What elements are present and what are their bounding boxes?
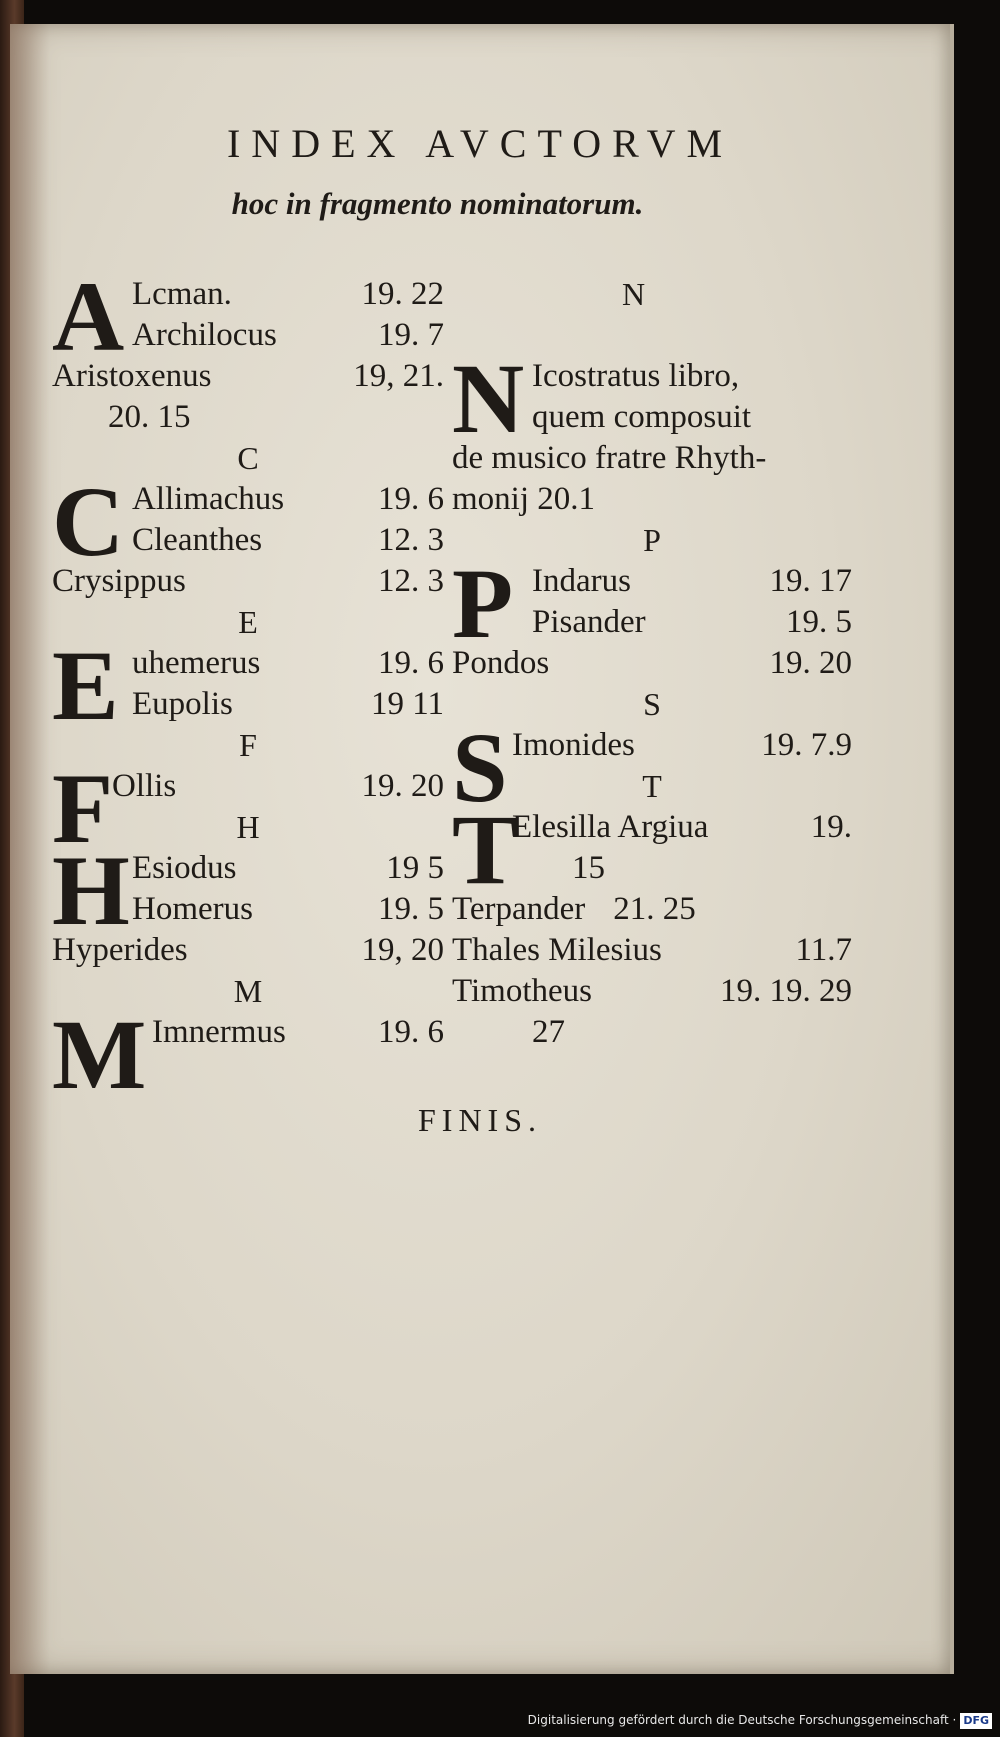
entry-pages: 19. 5 bbox=[786, 604, 852, 640]
letter-heading-t: T bbox=[642, 768, 662, 804]
entry-name: Elesilla Argiua bbox=[512, 809, 709, 845]
entry-name: Imonides bbox=[512, 727, 635, 763]
index-entry bbox=[452, 725, 852, 766]
page-subtitle: hoc in fragmento nominatorum. bbox=[231, 186, 644, 221]
book-page bbox=[10, 24, 954, 1674]
entry-name: Pondos bbox=[452, 645, 550, 681]
entry-name: Terpander bbox=[452, 891, 586, 927]
dropcap-c: C bbox=[52, 466, 125, 577]
entry-name: Lcman. bbox=[132, 276, 232, 312]
entry-pages: 19. 6 bbox=[378, 481, 444, 517]
dropcap-m: M bbox=[52, 999, 147, 1110]
entry-pages: 19. 5 bbox=[378, 891, 444, 927]
entry-pages: 19. 20 bbox=[769, 645, 852, 681]
letter-heading-n: N bbox=[622, 276, 646, 312]
index-section-e bbox=[52, 630, 444, 741]
letter-heading-h: H bbox=[236, 809, 260, 845]
entry-pages: 19. 7.9 bbox=[761, 727, 852, 763]
index-section-m bbox=[52, 999, 444, 1110]
letter-heading-s: S bbox=[643, 686, 661, 722]
index-entry bbox=[452, 930, 852, 971]
entry-continuation: de musico fratre Rhyth- bbox=[452, 440, 767, 476]
finis-label: FINIS. bbox=[417, 1102, 542, 1138]
dropcap-n: N bbox=[452, 343, 525, 454]
index-section-t bbox=[452, 794, 852, 905]
dropcap-e: E bbox=[52, 630, 119, 741]
index-section-n bbox=[452, 343, 852, 454]
entry-continuation: 27 bbox=[532, 1014, 565, 1050]
entry-pages: 19 11 bbox=[370, 686, 444, 722]
dropcap-h: H bbox=[52, 835, 130, 946]
letter-heading-f: F bbox=[239, 727, 257, 763]
entry-pages: 19, 20 bbox=[361, 932, 444, 968]
entry-pages: 19. 22 bbox=[361, 276, 444, 312]
entry-name: Esiodus bbox=[132, 850, 237, 886]
dropcap-t: T bbox=[452, 794, 519, 905]
dfg-logo: DFG bbox=[960, 1713, 992, 1729]
entry-name: uhemerus bbox=[132, 645, 261, 681]
index-column-right bbox=[452, 274, 852, 1053]
dropcap-f: F bbox=[52, 753, 114, 864]
page-title: INDEX AVCTORVM bbox=[226, 121, 734, 166]
entry-continuation: monij 20.1 bbox=[452, 481, 596, 517]
entry-pages: 21. 25 bbox=[613, 891, 696, 927]
entry-name: Ollis bbox=[112, 768, 177, 804]
entry-name: Allimachus bbox=[132, 481, 285, 517]
entry-pages: 19. 6 bbox=[378, 1014, 444, 1050]
entry-pages: 19 5 bbox=[386, 850, 444, 886]
index-entry: quem composuit bbox=[532, 399, 752, 435]
entry-name: Thales Milesius bbox=[452, 932, 662, 968]
dropcap-s: S bbox=[452, 712, 508, 823]
dropcap-p: P bbox=[452, 548, 514, 659]
index-section-h bbox=[52, 835, 444, 946]
index-entry: Icostratus libro, bbox=[532, 358, 740, 394]
entry-name: Pisander bbox=[532, 604, 646, 640]
dropcap-a: A bbox=[52, 261, 125, 372]
index-section-c bbox=[52, 466, 444, 577]
entry-pages: 19. 7 bbox=[378, 317, 444, 353]
entry-pages: 19. bbox=[810, 809, 852, 845]
entry-name: Archilocus bbox=[132, 317, 277, 353]
entry-pages: 19. 19. 29 bbox=[720, 973, 852, 1009]
entry-name: Timotheus bbox=[452, 973, 592, 1009]
letter-heading-m: M bbox=[233, 973, 263, 1009]
entry-pages: 19. 17 bbox=[769, 563, 852, 599]
entry-pages: 19. 20 bbox=[361, 768, 444, 804]
entry-name: Homerus bbox=[132, 891, 253, 927]
entry-pages: 11.7 bbox=[795, 932, 852, 968]
entry-name: Crysippus bbox=[52, 563, 186, 599]
index-column-left bbox=[52, 261, 444, 1110]
entry-name: Imnermus bbox=[152, 1014, 286, 1050]
entry-name: Cleanthes bbox=[132, 522, 263, 558]
entry-name: Aristoxenus bbox=[52, 358, 212, 394]
letter-heading-e: E bbox=[238, 604, 258, 640]
footer-credit bbox=[528, 1709, 992, 1731]
letter-heading-c: C bbox=[237, 440, 259, 476]
entry-name: Eupolis bbox=[132, 686, 233, 722]
entry-continuation: 15 bbox=[572, 850, 605, 886]
entry-pages: 19, 21. bbox=[353, 358, 444, 394]
footer-credit-text: Digitalisierung gefördert durch die Deutsche Forschungsgemeinschaft · bbox=[527, 1713, 957, 1727]
spine-shadow bbox=[10, 24, 50, 1674]
entry-pages: 12. 3 bbox=[378, 563, 444, 599]
index-section-a bbox=[52, 261, 444, 372]
letter-heading-p: P bbox=[643, 522, 661, 558]
entry-name: Indarus bbox=[532, 563, 631, 599]
index-entry bbox=[452, 971, 852, 1012]
index-section-p bbox=[452, 548, 852, 659]
entry-pages: 12. 3 bbox=[378, 522, 444, 558]
entry-name: Hyperides bbox=[52, 932, 188, 968]
entry-pages: 19. 6 bbox=[378, 645, 444, 681]
entry-continuation: 20. 15 bbox=[108, 399, 191, 435]
